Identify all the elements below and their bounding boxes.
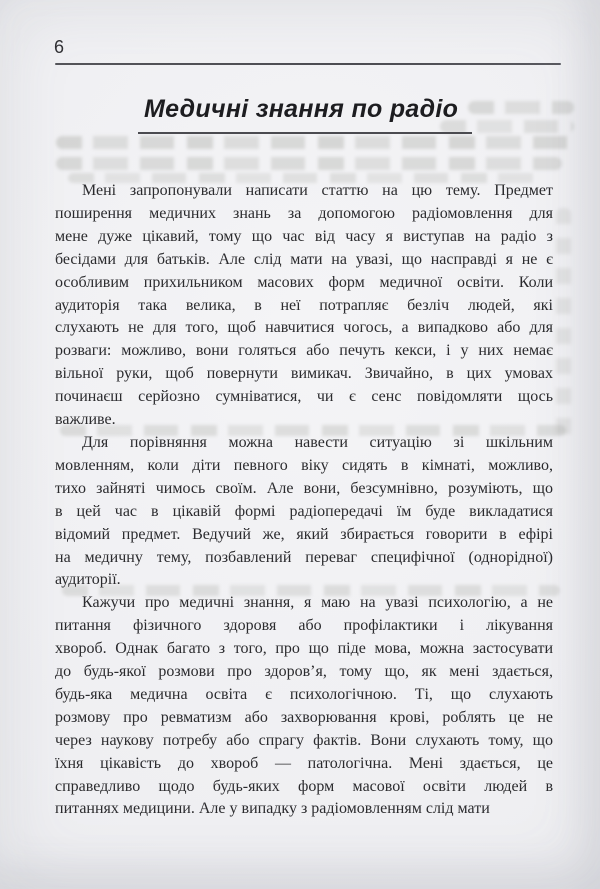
- text-line: їхня цікавість до хвороб — патологічна. Мені здається, це: [55, 754, 553, 772]
- text-line: починаєш серйозно сумніватися, чи є сенс повідомляти щось: [55, 388, 553, 406]
- text-line: бесідами для батьків. Але слід мати на увазі, що насправді я не є: [55, 250, 553, 268]
- text-line: аудиторії.: [55, 571, 121, 589]
- text-line: питання фізичного здоровя або профілактики і лікування: [55, 617, 553, 635]
- text-line: хвороб. Однак багато з того, про що піде мова, можна застосувати: [55, 640, 553, 658]
- text-line: до будь-якої розмови про здоров’я, тому що, як мені здається,: [55, 663, 553, 681]
- text-line: вільної руки, щоб повернути вимикач. Звичайно, в цих умовах: [55, 365, 553, 383]
- text-line: на медичну тему, позбавлений переваг специфічної (однорідної): [55, 548, 553, 566]
- text-line: аудиторія така велика, в неї потрапляє безліч людей, які: [55, 296, 553, 314]
- bleed-through-artifact: [56, 157, 562, 170]
- page-number: 6: [54, 37, 65, 57]
- article: [55, 180, 553, 821]
- text-line: розмову про ревматизм або захворювання крові, роблять це не: [55, 708, 553, 726]
- text-line: питаннях медицини. Але у випадку з радіомовленням слід мати: [55, 800, 490, 818]
- text-line: тихо зайняті чимось своїм. Але вони, безсумнівно, розуміють, що: [55, 479, 553, 497]
- bleed-through-artifact: [56, 136, 572, 149]
- bleed-through-artifact: [468, 101, 574, 114]
- text-line: в цей час в цікавій формі радіопередачі їм буде викладатися: [55, 502, 553, 520]
- chapter-title: Медичні знання по радіо: [144, 95, 459, 123]
- text-line: мене дуже цікавий, тому що час від часу я виступав на радіо з: [55, 227, 553, 245]
- bleed-through-artifact: [556, 208, 571, 443]
- text-line: слухають не для того, щоб навчитися чогось, а випадково або для: [55, 319, 553, 337]
- text-line: мовленням, коли діти певного віку сидять в кімнаті, можливо,: [55, 456, 553, 474]
- text-line: справедливо щодо будь-яких форм масової освіти людей в: [55, 777, 553, 795]
- text-line: поширення медичних знань за допомогою радіомовлення для: [55, 204, 553, 222]
- chapter-title-block: [138, 95, 472, 134]
- text-line: Для порівняння можна навести ситуацію зі шкільним: [82, 433, 553, 451]
- header-rule: [55, 63, 561, 65]
- text-line: Мені запропонували написати статтю на цю тему. Предмет: [82, 182, 553, 199]
- text-line: розваги: можливо, вони голяться або печуть кекси, і у них немає: [55, 342, 553, 360]
- text-line: особливим прихильником масових форм медичної освіти. Коли: [55, 273, 553, 291]
- text-line: через наукову потребу або спрагу фактів. Вони слухають тому, що: [55, 731, 553, 749]
- text-line: Кажучи про медичні знання, я маю на увазі психологію, а не: [82, 594, 553, 612]
- text-line: важливе.: [55, 411, 116, 429]
- text-line: відомий предмет. Ведучий же, який збирається говорити в ефірі: [55, 525, 553, 543]
- text-line: будь-яка медична освіта є психологічною. Ті, що слухають: [55, 685, 553, 703]
